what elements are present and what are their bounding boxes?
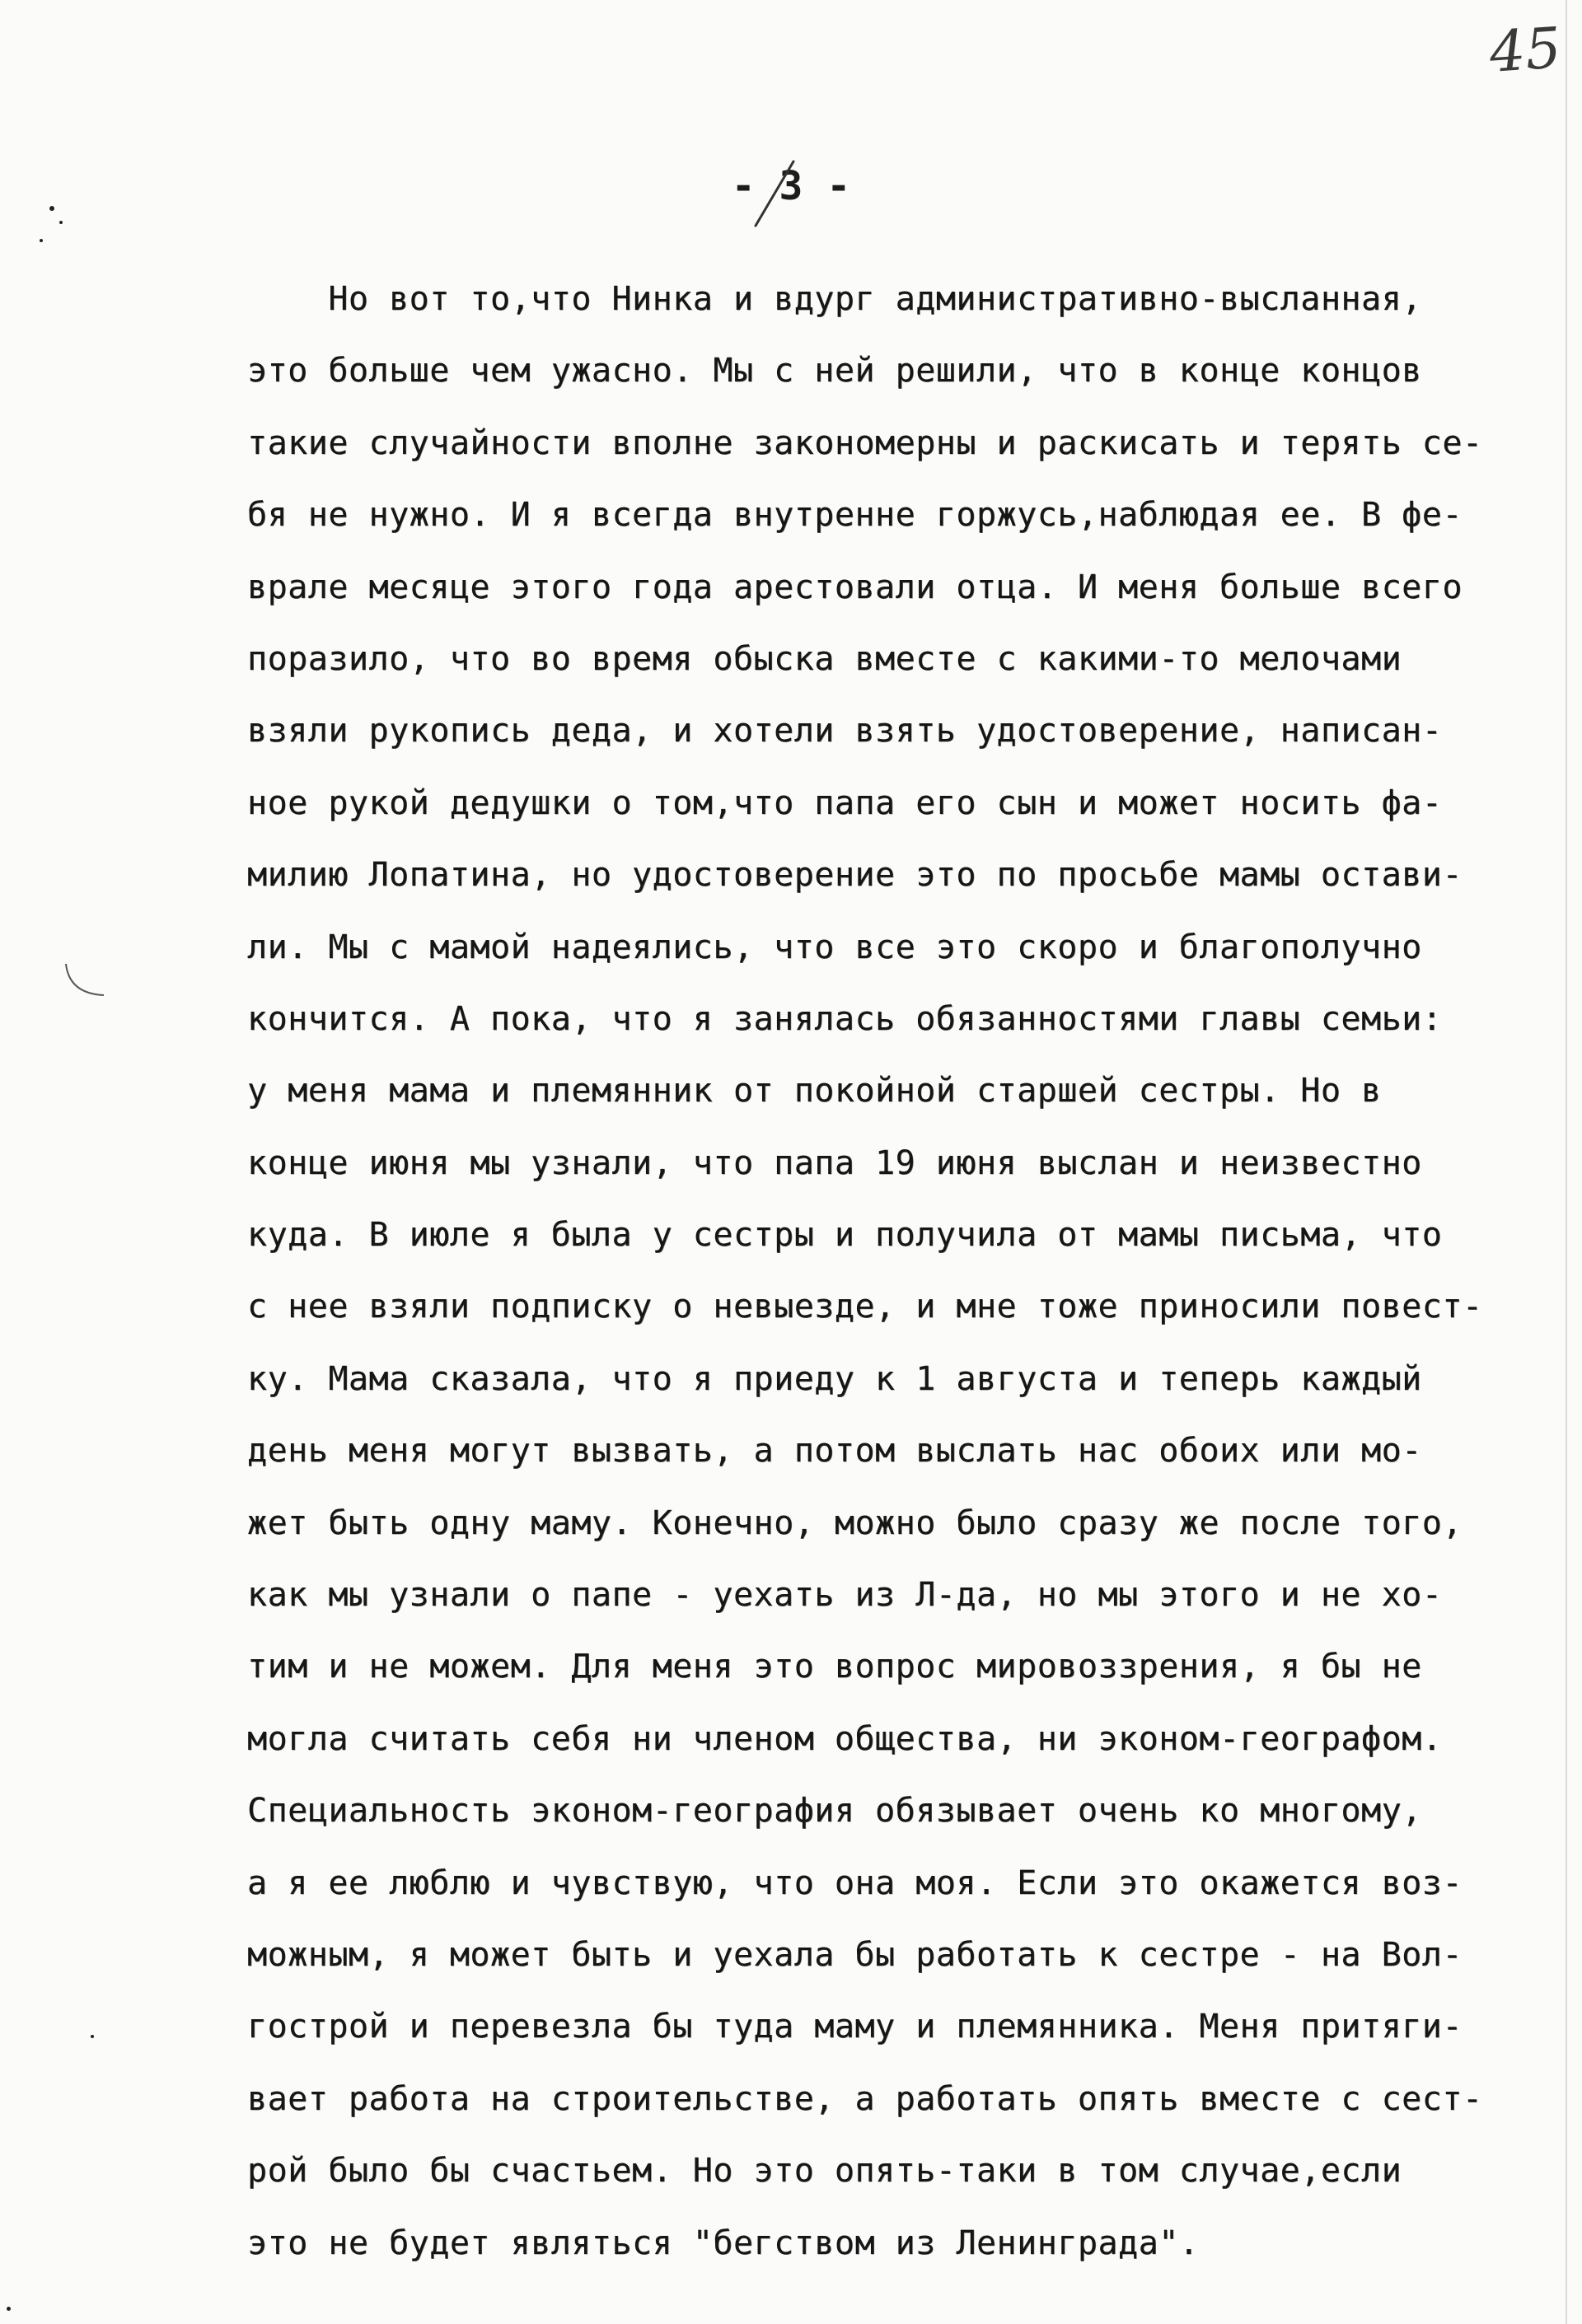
text-line: ку. Мама сказала, что я приеду к 1 августа и теперь каждый <box>247 1359 1422 1398</box>
text-line: врале месяце этого года арестовали отца. И меня больше всего <box>247 568 1463 606</box>
paper-speck <box>40 239 43 242</box>
text-line: могла считать себя ни членом общества, ни эконом-географом. <box>247 1719 1443 1758</box>
handwritten-slash-mark <box>746 157 803 231</box>
text-line: поразило, что во время обыска вместе с какими-то мелочами <box>247 639 1402 678</box>
text-line: вает работа на строительстве, а работать опять вместе с сест- <box>247 2079 1483 2118</box>
text-line: бя не нужно. И я всегда внутренне горжусь,наблюдая ее. В фе- <box>247 496 1463 535</box>
punch-hole-mark <box>61 947 119 1005</box>
text-line: ное рукой дедушки о том,что папа его сын и может носить фа- <box>247 783 1443 822</box>
text-line: у меня мама и племянник от покойной старшей сестры. Но в <box>247 1072 1382 1111</box>
text-line: это больше чем ужасно. Мы с ней решили, что в конце концов <box>247 352 1422 390</box>
archive-page-number: 45 <box>1487 16 1564 86</box>
text-line: это не будет являться "бегством из Ленинграда". <box>247 2223 1200 2262</box>
text-line: рой было бы счастьем. Но это опять-таки в том случае,если <box>247 2152 1402 2191</box>
text-line: взяли рукопись деда, и хотели взять удостоверение, написан- <box>247 712 1443 751</box>
text-line: тим и не можем. Для меня это вопрос мировоззрения, я бы не <box>247 1648 1422 1686</box>
text-line: как мы узнали о папе - уехать из Л-да, но мы этого и не хо- <box>247 1576 1443 1615</box>
text-line: Специальность эконом-география обязывает очень ко многому, <box>247 1792 1422 1831</box>
page-number: - 3 - <box>731 163 851 209</box>
paper-speck <box>7 2307 11 2311</box>
typed-letter-body <box>247 264 1549 2280</box>
paper-speck <box>91 2035 94 2038</box>
paper-speck <box>49 206 54 211</box>
text-line: куда. В июле я была у сестры и получила от мамы письма, что <box>247 1216 1443 1255</box>
text-line: с нее взяли подписку о невыезде, и мне тоже приносили повест- <box>247 1288 1483 1326</box>
text-line: жет быть одну маму. Конечно, можно было сразу же после того, <box>247 1503 1463 1542</box>
text-line: гострой и перевезла бы туда маму и племянника. Меня притяги- <box>247 2008 1463 2046</box>
text-line: можным, я может быть и уехала бы работать к сестре - на Вол- <box>247 1935 1463 1974</box>
text-line: ли. Мы с мамой надеялись, что все это скоро и благополучно <box>247 928 1422 966</box>
text-line: день меня могут вызвать, а потом выслать нас обоих или мо- <box>247 1432 1422 1471</box>
paper-speck <box>59 221 63 224</box>
text-line: кончится. А пока, что я занялась обязанностями главы семьи: <box>247 999 1443 1038</box>
page-edge <box>1566 0 1567 2324</box>
text-line: а я ее люблю и чувствую, что она моя. Если это окажется воз- <box>247 1863 1463 1902</box>
text-line: милию Лопатина, но удостоверение это по просьбе мамы остави- <box>247 856 1463 895</box>
text-line: такие случайности вполне закономерны и раскисать и терять се- <box>247 423 1483 462</box>
text-line: Но вот то,что Нинка и вдург административно-высланная, <box>247 280 1422 318</box>
text-line: конце июня мы узнали, что папа 19 июня выслан и неизвестно <box>247 1143 1422 1182</box>
